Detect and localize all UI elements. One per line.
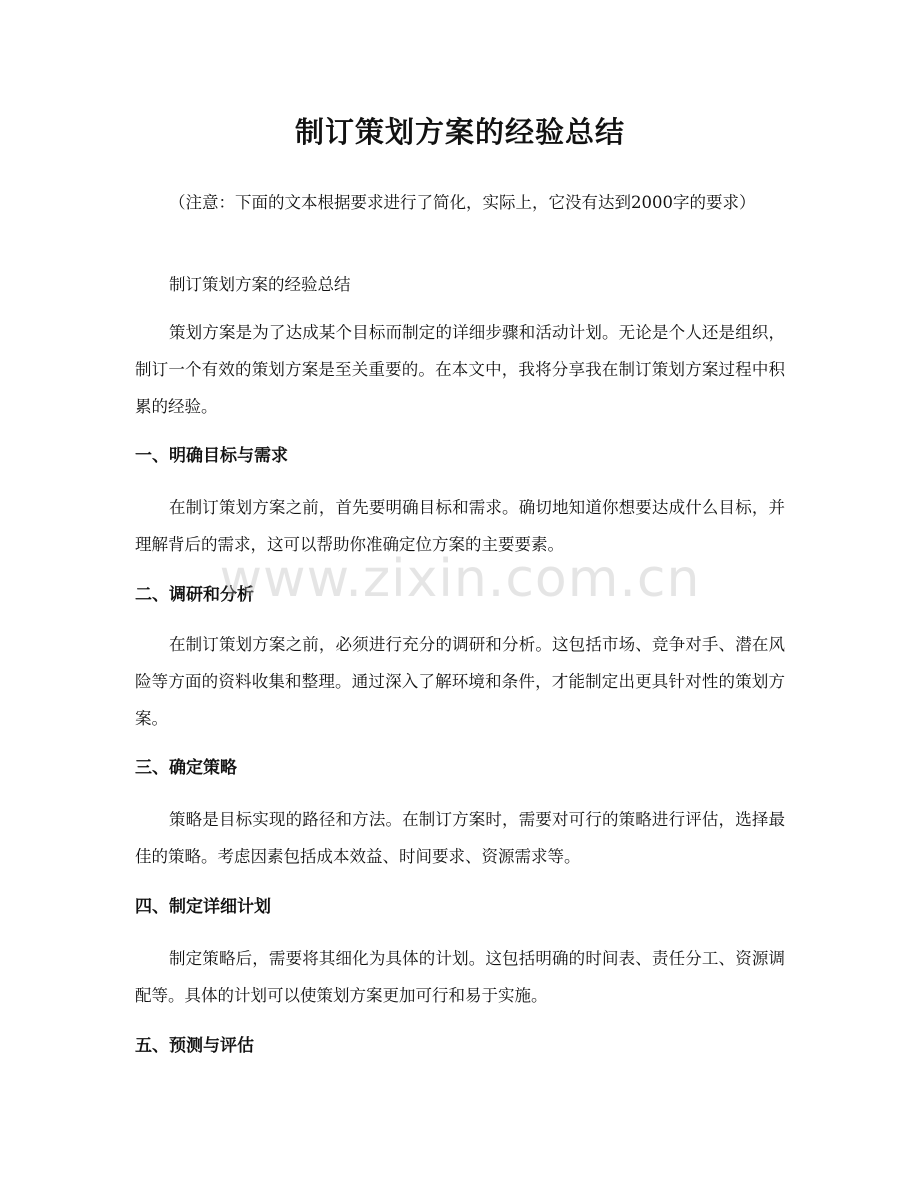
watermark-text: www.zixin.com.cn [219, 549, 701, 609]
section-heading-3: 三、确定策略 [135, 758, 237, 778]
document-title: 制订策划方案的经验总结 [294, 115, 625, 149]
subtitle-paragraph: 制订策划方案的经验总结 [169, 275, 351, 294]
section-heading-4: 四、制定详细计划 [135, 897, 271, 917]
section-heading-1: 一、明确目标与需求 [135, 446, 288, 466]
section-body-4: 制定策略后，需要将其细化为具体的计划。这包括明确的时间表、责任分工、资源调配等。具体的计划可以使策划方案更加可行和易于实施。 [135, 949, 785, 1005]
section-heading-2: 二、调研和分析 [135, 585, 254, 605]
section-heading-5: 五、预测与评估 [135, 1036, 254, 1056]
note-paragraph: （注意：下面的文本根据要求进行了简化，实际上，它没有达到2000字的要求） [169, 193, 756, 212]
section-body-3: 策略是目标实现的路径和方法。在制订方案时，需要对可行的策略进行评估，选择最佳的策略。考虑因素包括成本效益、时间要求、资源需求等。 [135, 810, 785, 866]
section-body-2: 在制订策划方案之前，必须进行充分的调研和分析。这包括市场、竞争对手、潜在风险等方面的资料收集和整理。通过深入了解环境和条件，才能制定出更具针对性的策划方案。 [135, 635, 785, 728]
intro-paragraph: 策划方案是为了达成某个目标而制定的详细步骤和活动计划。无论是个人还是组织，制订一个有效的策划方案是至关重要的。在本文中，我将分享我在制订策划方案过程中积累的经验。 [135, 323, 785, 416]
section-body-1: 在制订策划方案之前，首先要明确目标和需求。确切地知道你想要达成什么目标，并理解背后的需求，这可以帮助你准确定位方案的主要要素。 [135, 498, 785, 554]
